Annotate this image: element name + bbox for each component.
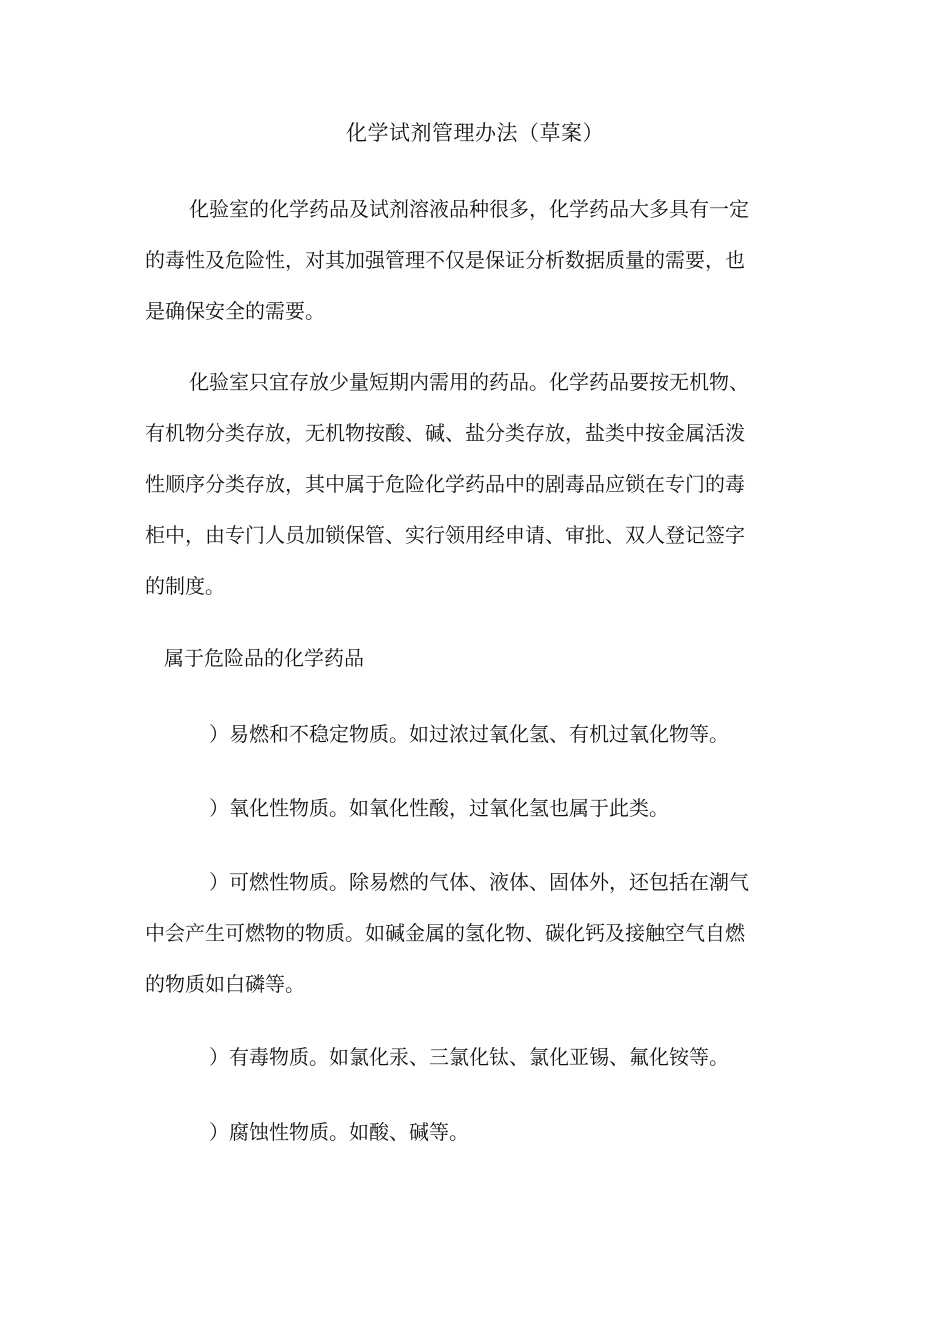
document-title: 化学试剂管理办法（草案）: [346, 121, 604, 145]
list-item-line: ）氧化性物质。如氧化性酸，过氧化氢也属于此类。: [209, 796, 669, 820]
section-heading-block: [145, 633, 815, 684]
paragraph-line: 化验室只宜存放少量短期内需用的药品。化学药品要按无机物、: [189, 370, 749, 394]
list-item: [145, 1107, 815, 1158]
list-item: [145, 1032, 815, 1083]
list-item-line: 的物质如白磷等。: [145, 972, 305, 996]
list-item-line: 中会产生可燃物的物质。如碱金属的氢化物、碳化钙及接触空气自燃: [145, 921, 745, 945]
paragraph-line: 是确保安全的需要。: [145, 299, 325, 323]
list-item: [145, 709, 815, 760]
list-item-line: ）有毒物质。如氯化汞、三氯化钛、氯化亚锡、氟化铵等。: [209, 1045, 729, 1069]
list-item-line: ）腐蚀性物质。如酸、碱等。: [209, 1120, 469, 1144]
list-item-line: ）易燃和不稳定物质。如过浓过氧化氢、有机过氧化物等。: [209, 722, 729, 746]
paragraph-intro: [145, 184, 815, 337]
paragraph-storage: [145, 357, 815, 612]
list-item-line: ）可燃性物质。除易燃的气体、液体、固体外，还包括在潮气: [209, 870, 749, 894]
list-item: [145, 783, 815, 834]
paragraph-line: 有机物分类存放，无机物按酸、碱、盐分类存放，盐类中按金属活泼: [145, 421, 745, 445]
paragraph-line: 的制度。: [145, 574, 225, 598]
paragraph-line: 化验室的化学药品及试剂溶液品种很多，化学药品大多具有一定: [189, 197, 749, 221]
paragraph-line: 的毒性及危险性，对其加强管理不仅是保证分析数据质量的需要，也: [145, 248, 745, 272]
section-heading: 属于危险品的化学药品: [164, 646, 364, 670]
paragraph-line: 柜中，由专门人员加锁保管、实行领用经申请、审批、双人登记签字: [145, 523, 745, 547]
paragraph-line: 性顺序分类存放，其中属于危险化学药品中的剧毒品应锁在专门的毒: [145, 472, 745, 496]
list-item: [145, 857, 815, 1010]
